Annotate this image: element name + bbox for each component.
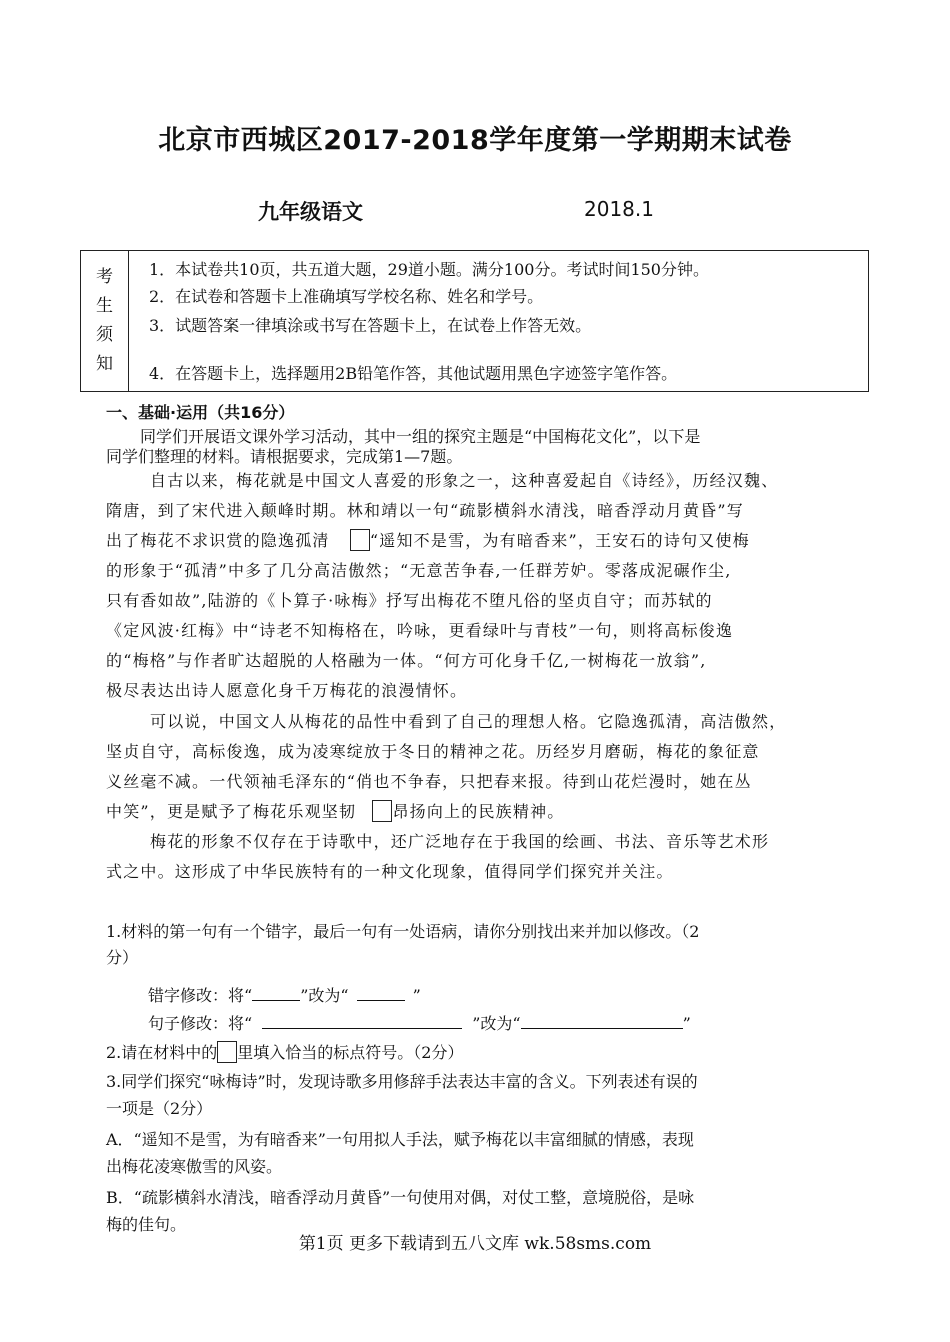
sentence-original-blank[interactable] <box>262 1014 462 1029</box>
question-3: 3.同学们探究“咏梅诗”时，发现诗歌多用修辞手法表达丰富的含义。下列表述有误的 <box>106 1072 698 1091</box>
option-b[interactable]: 梅的佳句。 <box>106 1215 187 1234</box>
material-line: 义丝毫不减。一代领袖毛泽东的“俏也不争春，只把春来报。待到山花烂漫时，她在丛 <box>106 772 752 791</box>
punctuation-box-icon <box>217 1041 237 1063</box>
option-a[interactable]: A．“遥知不是雪，为有暗香来”一句用拟人手法，赋予梅花以丰富细腻的情感，表现 <box>106 1130 694 1149</box>
punctuation-blank-box[interactable] <box>372 800 392 822</box>
typo-original-blank[interactable] <box>252 986 300 1001</box>
exam-date: 2018.1 <box>584 197 654 221</box>
notice-label: 考 生 须 知 <box>81 251 129 391</box>
material-line: 自古以来，梅花就是中国文人喜爱的形象之一，这种喜爱起自《诗经》，历经汉魏、 <box>150 471 779 490</box>
material-line: 式之中。这形成了中华民族特有的一种文化现象，值得同学们探究并关注。 <box>106 862 674 881</box>
sentence-fix-blank[interactable] <box>521 1014 683 1029</box>
material-line: 的形象于“孤清”中多了几分高洁傲然；“无意苦争春,一任群芳妒。零落成泥碾作尘, <box>106 561 732 580</box>
notice-item-3: 3．试题答案一律填涂或书写在答题卡上，在试卷上作答无效。 <box>149 316 592 335</box>
material-line: 《定风波·红梅》中“诗老不知梅格在，吟咏，更看绿叶与青枝”一句，则将高标俊逸 <box>106 621 734 640</box>
exam-notice-box <box>80 250 869 392</box>
material-line: 隋唐，到了宋代进入颠峰时期。林和靖以一句“疏影横斜水清浅，暗香浮动月黄昏”写 <box>106 501 744 520</box>
subject-label: 九年级语文 <box>258 200 363 224</box>
question-1: 分） <box>106 948 139 967</box>
notice-item-4: 4．在答题卡上，选择题用2B铅笔作答，其他试题用黑色字迹签字笔作答。 <box>149 364 678 383</box>
question-2: 2.请在材料中的 里填入恰当的标点符号。（2分） <box>106 1043 464 1062</box>
punctuation-blank-box[interactable] <box>350 529 370 551</box>
material-line: 出了梅花不求识赏的隐逸孤清 “遥知不是雪，为有暗香来”，王安石的诗句又使梅 <box>106 531 750 550</box>
notice-item-1: 1．本试卷共10页，共五道大题，29道小题。满分100分。考试时间150分钟。 <box>149 260 709 279</box>
option-a[interactable]: 出梅花凌寒傲雪的风姿。 <box>106 1157 283 1176</box>
option-b[interactable]: B．“疏影横斜水清浅，暗香浮动月黄昏”一句使用对偶，对仗工整，意境脱俗，是咏 <box>106 1188 695 1207</box>
section-heading: 一、基础·运用（共16分） <box>106 403 295 422</box>
question-3: 一项是（2分） <box>106 1099 213 1118</box>
material-line: 坚贞自守，高标俊逸，成为凌寒绽放于冬日的精神之花。历经岁月磨砺，梅花的象征意 <box>106 742 760 761</box>
section-intro-line: 同学们整理的材料。请根据要求，完成第1—7题。 <box>106 447 463 466</box>
question-1: 1.材料的第一句有一个错字，最后一句有一处语病，请你分别找出来并加以修改。（2 <box>106 922 700 941</box>
page-footer: 第1页 更多下载请到五八文库 wk.58sms.com <box>298 1234 652 1254</box>
material-line: 梅花的形象不仅存在于诗歌中，还广泛地存在于我国的绘画、书法、音乐等艺术形 <box>150 832 770 851</box>
notice-item-2: 2．在试卷和答题卡上准确填写学校名称、姓名和学号。 <box>149 287 544 306</box>
typo-correction-row: 错字修改：将“ ”改为“ ” <box>148 986 421 1005</box>
material-line: 中笑”，更是赋予了梅花乐观坚韧 昂扬向上的民族精神。 <box>106 802 565 821</box>
page-title: 北京市西城区2017-2018学年度第一学期期末试卷 <box>158 125 792 156</box>
material-line: 只有香如故”,陆游的《卜算子·咏梅》抒写出梅花不堕凡俗的坚贞自守；而苏轼的 <box>106 591 713 610</box>
section-intro-line: 同学们开展语文课外学习活动，其中一组的探究主题是“中国梅花文化”，以下是 <box>140 427 701 446</box>
material-line: 极尽表达出诗人愿意化身千万梅花的浪漫情怀。 <box>106 681 468 700</box>
material-line: 可以说，中国文人从梅花的品性中看到了自己的理想人格。它隐逸孤清，高洁傲然， <box>150 712 787 731</box>
sentence-correction-row: 句子修改：将“ ”改为“ ” <box>148 1014 691 1033</box>
typo-fix-blank[interactable] <box>357 986 405 1001</box>
material-line: 的“梅格”与作者旷达超脱的人格融为一体。“何方可化身千亿,一树梅花一放翁”, <box>106 651 707 670</box>
